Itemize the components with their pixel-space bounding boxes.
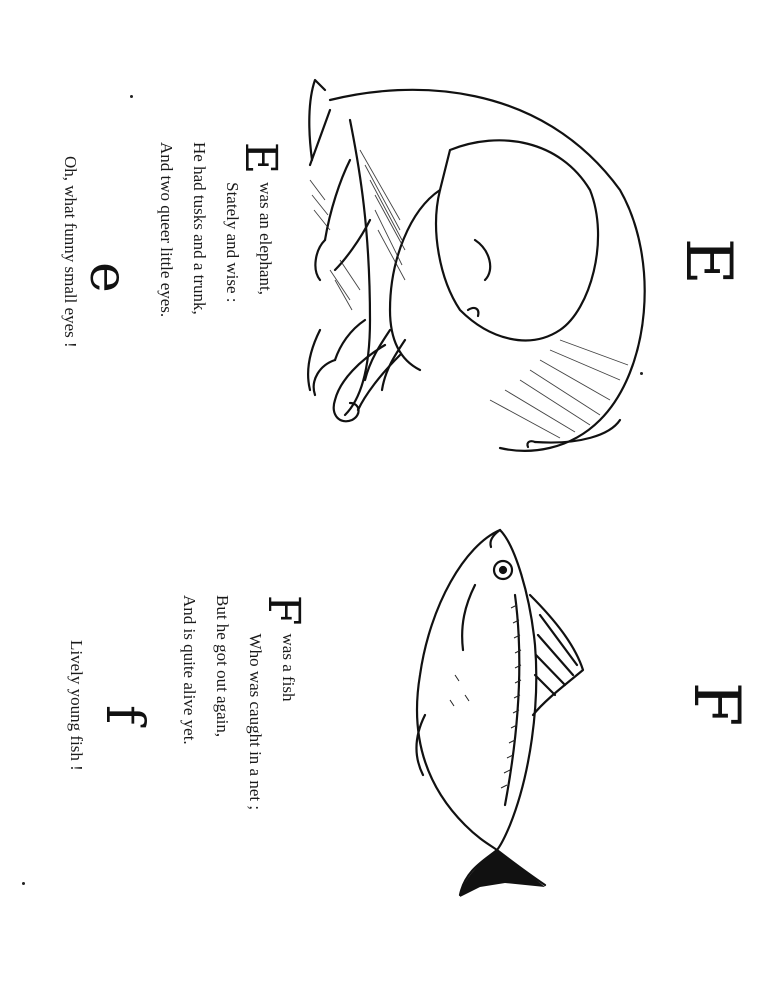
elephant-illustration	[290, 70, 660, 470]
verse-e-line-3: He had tusks and a trunk,	[190, 142, 209, 315]
verse-f-line-3: But he got out again,	[213, 595, 232, 738]
scan-speck	[640, 372, 643, 375]
verse-e-line-2: Stately and wise :	[223, 182, 242, 303]
verse-f-line-4: And is quite alive yet.	[180, 595, 199, 745]
verse-e-line-1: E was an elephant,	[235, 142, 286, 295]
fish-illustration	[405, 525, 590, 910]
drop-cap-f: F	[258, 595, 309, 626]
verse-f-line-1: F was a fish	[258, 595, 309, 702]
drop-cap-e: E	[235, 142, 286, 175]
verse-e-line-4: And two queer little eyes.	[157, 142, 176, 318]
lowercase-letter-e: e	[78, 262, 138, 293]
capital-letter-e: E	[671, 238, 745, 285]
capital-letter-f: F	[679, 682, 753, 727]
verse-e	[150, 142, 286, 318]
lowercase-letter-f: f	[94, 705, 154, 725]
verse-f-line-2: Who was caught in a net ;	[246, 633, 265, 811]
verse-f	[173, 595, 309, 811]
scan-speck	[22, 882, 25, 885]
refrain-e: Oh, what funny small eyes !	[61, 156, 80, 348]
refrain-f: Lively young fish !	[67, 640, 86, 771]
scan-speck	[130, 95, 133, 98]
